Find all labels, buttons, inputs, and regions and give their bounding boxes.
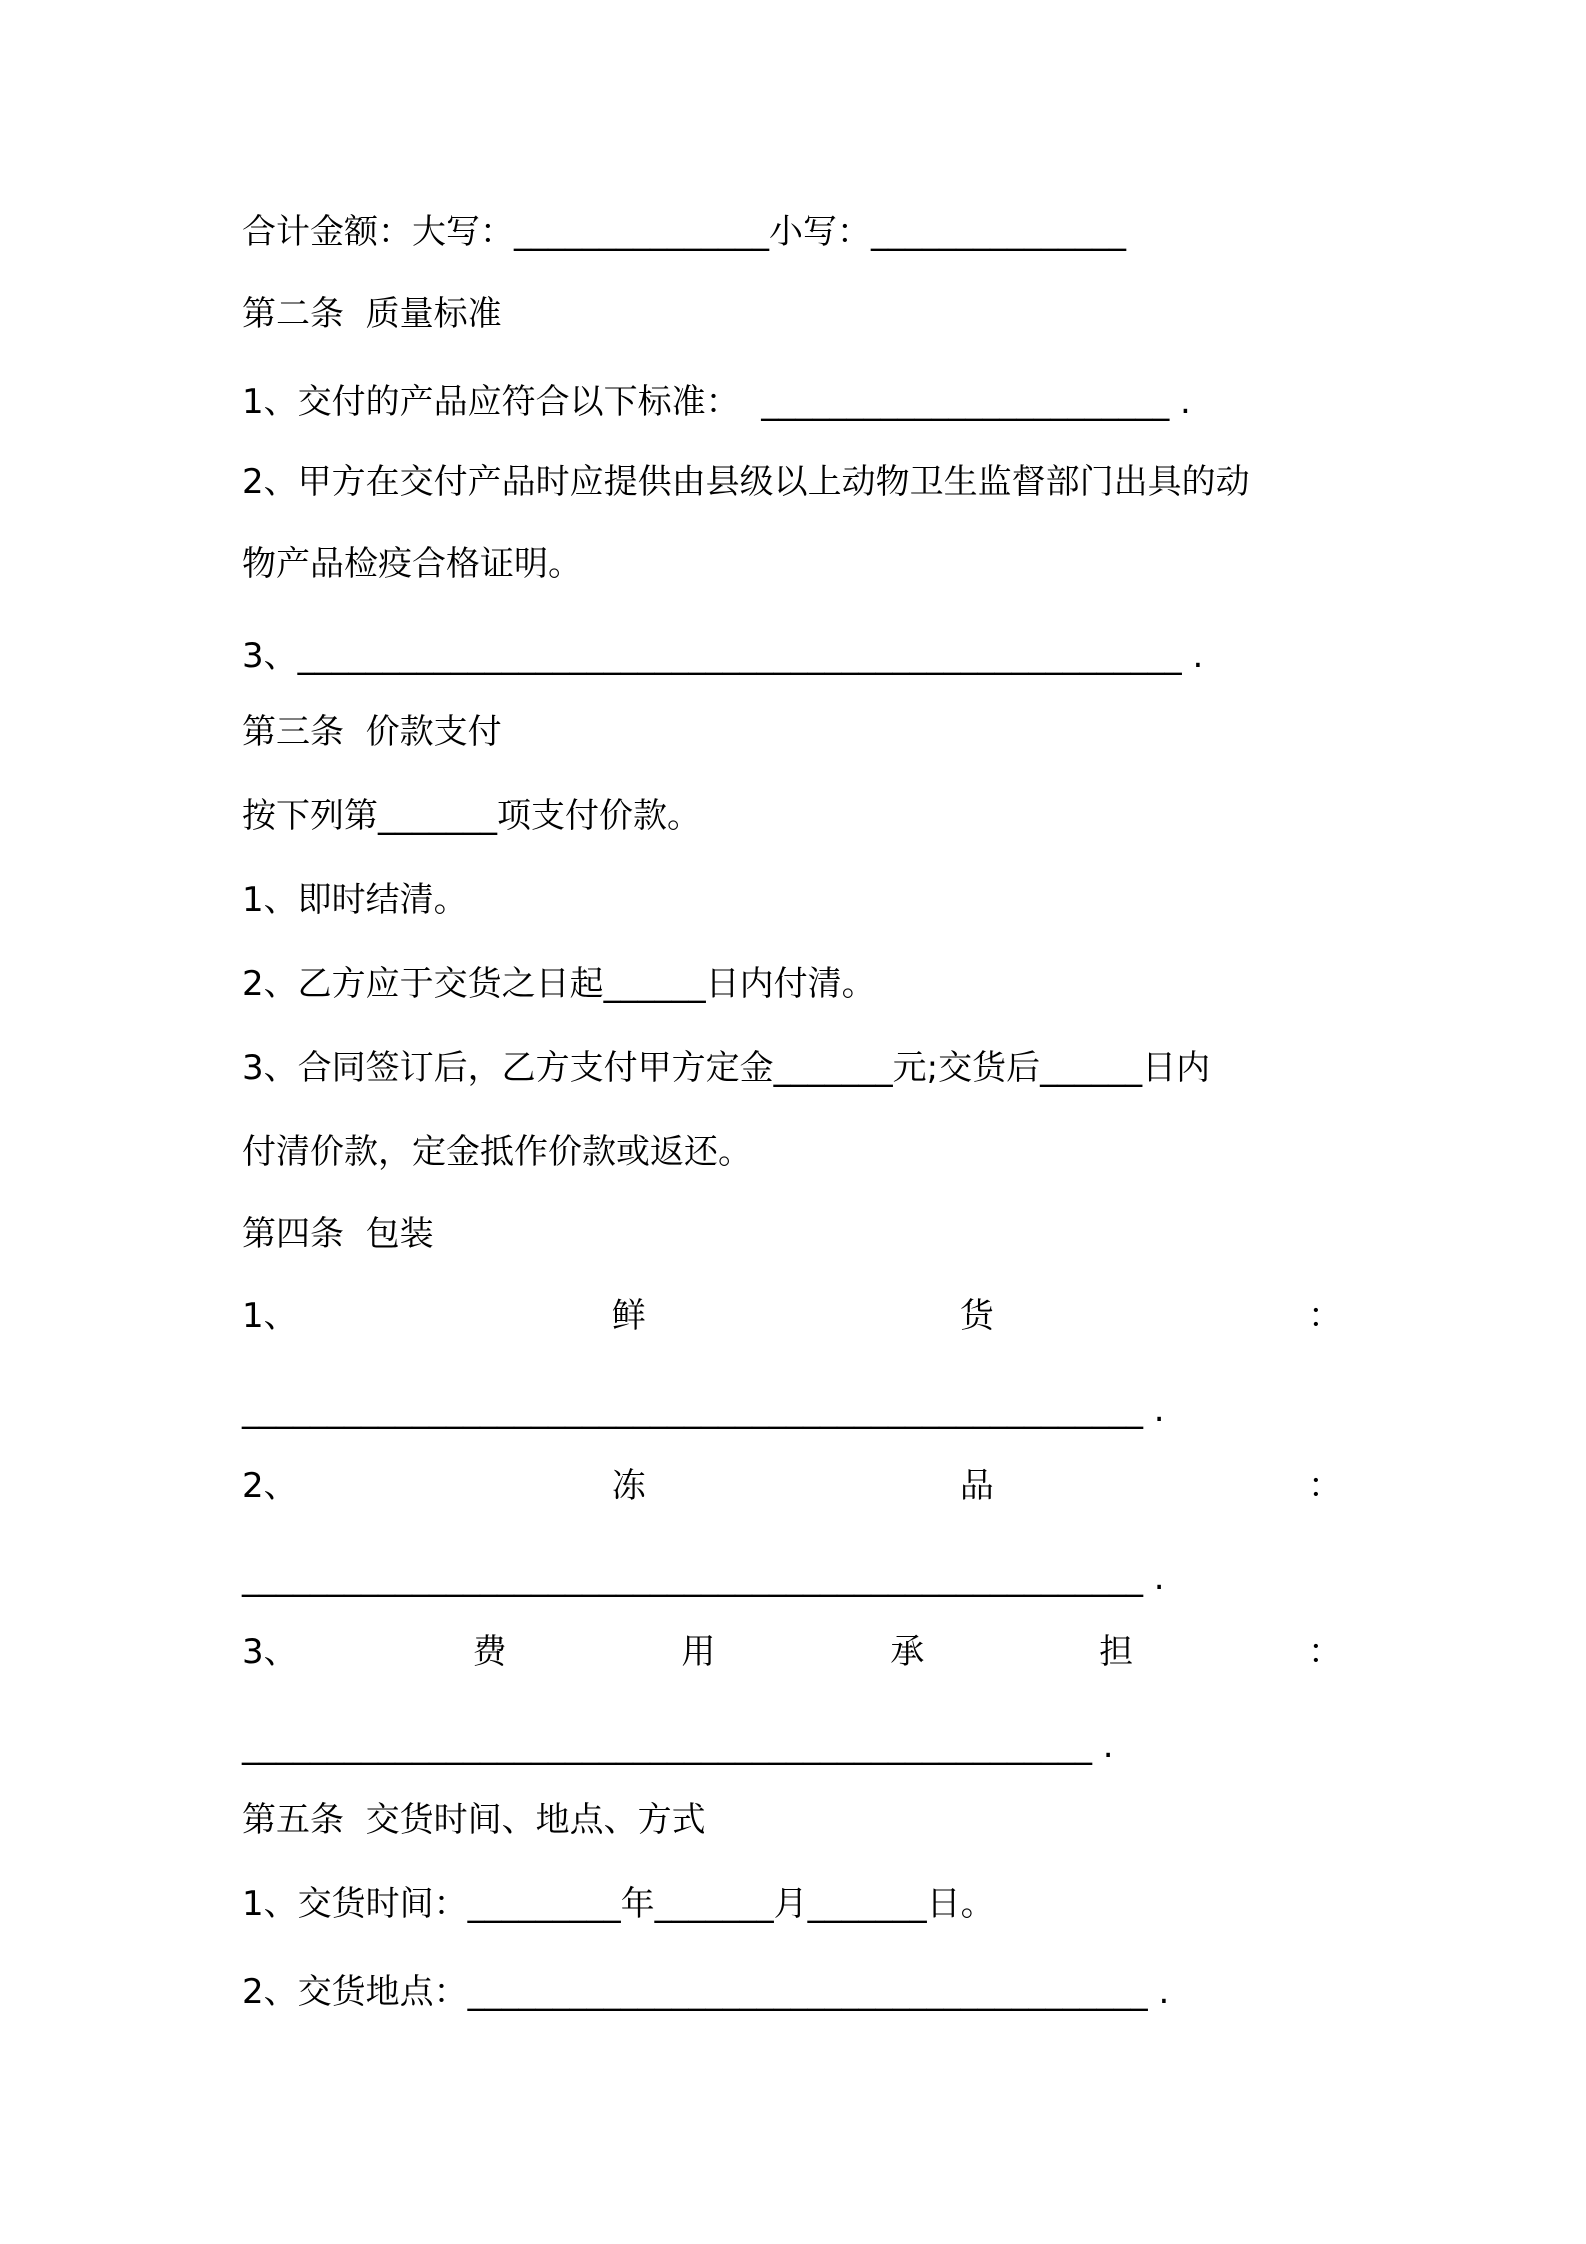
article-3-item-1: 1、即时结清。 bbox=[242, 880, 468, 920]
article-3-intro: 按下列第_______项支付价款。 bbox=[242, 796, 701, 836]
spread-char: ： bbox=[1307, 1632, 1342, 1672]
article-3-item-2: 2、乙方应于交货之日起______日内付清。 bbox=[242, 964, 876, 1004]
spread-char: 鲜 bbox=[611, 1296, 646, 1336]
article-3-item-3-line-2: 付清价款，定金抵作价款或返还。 bbox=[242, 1132, 752, 1172]
spread-char: 用 bbox=[681, 1632, 716, 1672]
spread-char: 承 bbox=[890, 1632, 925, 1672]
article-2-item-3: 3、____________________________________________________ . bbox=[242, 636, 1204, 676]
spread-char: 担 bbox=[1099, 1632, 1134, 1672]
article-5-item-2: 2、交货地点：________________________________________ . bbox=[242, 1972, 1170, 2012]
article-4-item-1-blank: _____________________________________________________ . bbox=[242, 1390, 1165, 1430]
spread-char: 费 bbox=[472, 1632, 507, 1672]
article-4-item-3-label bbox=[242, 1630, 1342, 1674]
spread-char: 冻 bbox=[611, 1466, 646, 1506]
article-4-item-1-label bbox=[242, 1294, 1342, 1338]
article-5-item-1: 1、交货时间：_________年_______月_______日。 bbox=[242, 1884, 995, 1924]
spread-char: 品 bbox=[959, 1466, 994, 1506]
article-4-title: 第四条 包装 bbox=[242, 1214, 434, 1254]
article-2-item-1: 1、交付的产品应符合以下标准： ________________________ . bbox=[242, 382, 1191, 422]
article-4-item-2-label bbox=[242, 1464, 1342, 1508]
article-2-item-2-line-2: 物产品检疫合格证明。 bbox=[242, 544, 582, 584]
spread-char: 货 bbox=[959, 1296, 994, 1336]
spread-char: 3、 bbox=[242, 1632, 298, 1672]
article-2-item-2-line-1: 2、甲方在交付产品时应提供由县级以上动物卫生监督部门出具的动 bbox=[242, 462, 1250, 502]
article-2-title: 第二条 质量标准 bbox=[242, 294, 502, 334]
article-5-title: 第五条 交货时间、地点、方式 bbox=[242, 1800, 706, 1840]
spread-char: 1、 bbox=[242, 1296, 298, 1336]
article-3-item-3-line-1: 3、合同签订后，乙方支付甲方定金_______元;交货后______日内 bbox=[242, 1048, 1211, 1088]
spread-char: ： bbox=[1307, 1466, 1342, 1506]
spread-char: 2、 bbox=[242, 1466, 298, 1506]
article-3-title: 第三条 价款支付 bbox=[242, 712, 502, 752]
article-4-item-3-blank: __________________________________________________ . bbox=[242, 1726, 1114, 1766]
spread-char: ： bbox=[1307, 1296, 1342, 1336]
article-4-item-2-blank: _____________________________________________________ . bbox=[242, 1558, 1165, 1598]
total-amount-line: 合计金额：大写：_______________小写：_______________ bbox=[242, 212, 1126, 252]
